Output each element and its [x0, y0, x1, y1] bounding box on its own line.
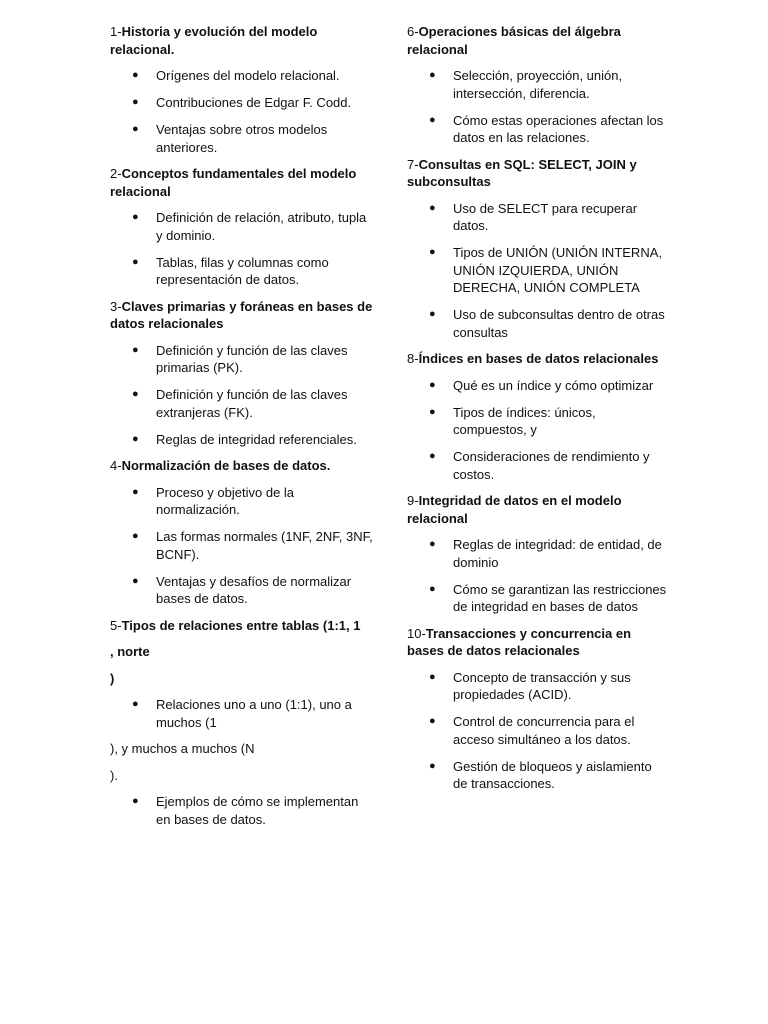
- section-5-list-a: [110, 696, 375, 731]
- list-item: [407, 713, 669, 748]
- list-item-text: Consideraciones de rendimiento y costos.: [453, 449, 650, 482]
- bullet-icon: ●: [132, 698, 139, 710]
- list-item: [110, 431, 375, 449]
- section-2-list: [110, 209, 375, 289]
- list-item-text: Proceso y objetivo de la normalización.: [156, 484, 295, 517]
- section-heading-1: [110, 23, 375, 58]
- section-title: Transacciones y concurrencia en bases de datos relacionales: [407, 625, 632, 658]
- section-title: Operaciones básicas del álgebra relacional: [407, 24, 621, 57]
- section-number: 1-: [110, 24, 122, 39]
- section-8-list: [407, 377, 669, 484]
- list-item-text: Orígenes del modelo relacional.: [156, 68, 340, 83]
- section-heading-4: [110, 457, 375, 475]
- list-item: [110, 209, 375, 244]
- section-heading-10: [407, 625, 669, 660]
- section-heading-2: [110, 165, 375, 200]
- list-item: [407, 67, 669, 102]
- section-title: Integridad de datos en el modelo relacional: [407, 493, 622, 526]
- bullet-icon: ●: [132, 343, 139, 356]
- bullet-icon: ●: [132, 255, 139, 268]
- section-title: Conceptos fundamentales del modelo relacional: [110, 166, 357, 199]
- text-fragment: ), y muchos a muchos (N: [110, 741, 255, 756]
- section-title: Historia y evolución del modelo relacional.: [110, 24, 318, 57]
- list-item-text: Definición de relación, atributo, tupla y dominio.: [156, 210, 367, 243]
- bullet-icon: ●: [429, 759, 436, 772]
- section-number: 7-: [407, 156, 419, 172]
- bullet-icon: ●: [429, 378, 436, 391]
- list-item-text: Ventajas sobre otros modelos anteriores.: [156, 122, 328, 155]
- section-4-list: [110, 484, 375, 608]
- section-3-list: [110, 342, 375, 449]
- list-item: [407, 244, 669, 297]
- section-6-list: [407, 67, 669, 147]
- list-item-text: Gestión de bloqueos y aislamiento de transacciones.: [453, 758, 652, 791]
- bullet-icon: ●: [429, 715, 436, 727]
- list-item-text: Tipos de índices: únicos, compuestos, y: [453, 404, 596, 437]
- list-item-text: Ejemplos de cómo se implementan en bases de datos.: [156, 794, 359, 827]
- list-item: [110, 386, 375, 421]
- section-heading-8: [407, 350, 669, 368]
- section-1-list: [110, 67, 375, 156]
- bullet-icon: ●: [429, 246, 436, 258]
- bullet-icon: ●: [132, 211, 139, 223]
- section-number: 9-: [407, 493, 419, 508]
- bullet-icon: ●: [132, 123, 139, 135]
- section-number: 6-: [407, 24, 419, 39]
- list-item-text: Definición y función de las claves extranjeras (FK).: [156, 387, 348, 420]
- list-item: [407, 200, 669, 235]
- list-item-text: Control de concurrencia para el acceso simultáneo a los datos.: [453, 714, 635, 747]
- section-5-list-b: [110, 793, 375, 828]
- bullet-icon: ●: [132, 574, 139, 587]
- list-item: [407, 377, 669, 395]
- section-number: 2-: [110, 166, 122, 181]
- list-item-text: Reglas de integridad: de entidad, de dominio: [453, 537, 662, 570]
- list-item: [407, 404, 669, 439]
- right-column: [407, 23, 669, 802]
- list-item: [110, 484, 375, 519]
- bullet-icon: ●: [132, 530, 139, 542]
- list-item: [407, 448, 669, 483]
- bullet-icon: ●: [132, 432, 139, 445]
- section-number: 3-: [110, 298, 122, 314]
- list-item-text: Cómo estas operaciones afectan los datos en las relaciones.: [453, 112, 664, 145]
- section-title: Tipos de relaciones entre tablas (1:1, 1: [121, 617, 361, 633]
- bullet-icon: ●: [429, 405, 436, 418]
- list-item: [407, 669, 669, 704]
- list-item: [407, 536, 669, 571]
- section-title: Índices en bases de datos relacionales: [418, 351, 659, 366]
- bullet-icon: ●: [132, 388, 139, 400]
- section-number: 10-: [407, 625, 426, 641]
- section-heading-5: [110, 617, 375, 635]
- section-7-list: [407, 200, 669, 342]
- list-item-text: Contribuciones de Edgar F. Codd.: [156, 95, 352, 110]
- section-heading-7: [407, 156, 669, 191]
- list-item-text: Qué es un índice y cómo optimizar: [453, 377, 654, 393]
- bullet-icon: ●: [429, 201, 436, 214]
- list-item-text: Definición y función de las claves primarias (PK).: [156, 342, 348, 375]
- list-item: [110, 793, 375, 828]
- bullet-icon: ●: [429, 538, 436, 550]
- bullet-icon: ●: [429, 69, 436, 81]
- heading-fragment: ): [110, 670, 115, 686]
- bullet-icon: ●: [132, 69, 139, 81]
- list-item-text: Tablas, filas y columnas como representación de datos.: [156, 254, 329, 287]
- bullet-icon: ●: [132, 795, 139, 807]
- list-item: [110, 94, 375, 112]
- list-item: [407, 581, 669, 616]
- list-item-text: Reglas de integridad referenciales.: [156, 431, 357, 447]
- section-title: Claves primarias y foráneas en bases de datos relacionales: [110, 298, 373, 331]
- list-item-text: Ventajas y desafíos de normalizar bases de datos.: [156, 573, 352, 606]
- bullet-icon: ●: [132, 485, 139, 498]
- left-column: [110, 23, 375, 837]
- list-item: [110, 121, 375, 156]
- section-number: 5-: [110, 617, 122, 633]
- text-fragment: ).: [110, 767, 118, 783]
- list-item: [110, 573, 375, 608]
- list-item-text: Cómo se garantizan las restricciones de integridad en bases de datos: [453, 581, 667, 614]
- section-number: 4-: [110, 458, 122, 473]
- bullet-icon: ●: [429, 308, 436, 320]
- section-9-list: [407, 536, 669, 616]
- bullet-icon: ●: [132, 96, 139, 108]
- section-number: 8-: [407, 351, 419, 366]
- section-heading-3: [110, 298, 375, 333]
- list-item-text: Selección, proyección, unión, intersección, diferencia.: [453, 68, 623, 101]
- list-item-text: Uso de subconsultas dentro de otras consultas: [453, 307, 665, 340]
- list-item: [110, 528, 375, 563]
- list-item-text: Concepto de transacción y sus propiedades (ACID).: [453, 669, 631, 702]
- list-item: [110, 696, 375, 731]
- bullet-icon: ●: [429, 582, 436, 595]
- bullet-icon: ●: [429, 670, 436, 683]
- bullet-icon: ●: [429, 450, 436, 462]
- list-item: [407, 112, 669, 147]
- section-10-list: [407, 669, 669, 793]
- list-item-text: Relaciones uno a uno (1:1), uno a muchos (1: [156, 697, 352, 730]
- section-heading-6: [407, 23, 669, 58]
- section-heading-9: [407, 492, 669, 527]
- list-item: [110, 254, 375, 289]
- list-item-text: Uso de SELECT para recuperar datos.: [453, 200, 638, 233]
- list-item: [407, 306, 669, 341]
- section-title: Consultas en SQL: SELECT, JOIN y subconsultas: [407, 156, 637, 189]
- list-item-text: Tipos de UNIÓN (UNIÓN INTERNA, UNIÓN IZQUIERDA, UNIÓN DERECHA, UNIÓN COMPLETA: [453, 245, 662, 295]
- bullet-icon: ●: [429, 113, 436, 126]
- list-item: [407, 758, 669, 793]
- section-title: Normalización de bases de datos.: [121, 458, 331, 473]
- list-item: [110, 342, 375, 377]
- list-item: [110, 67, 375, 85]
- list-item-text: Las formas normales (1NF, 2NF, 3NF, BCNF).: [156, 529, 373, 562]
- heading-fragment: , norte: [110, 644, 150, 659]
